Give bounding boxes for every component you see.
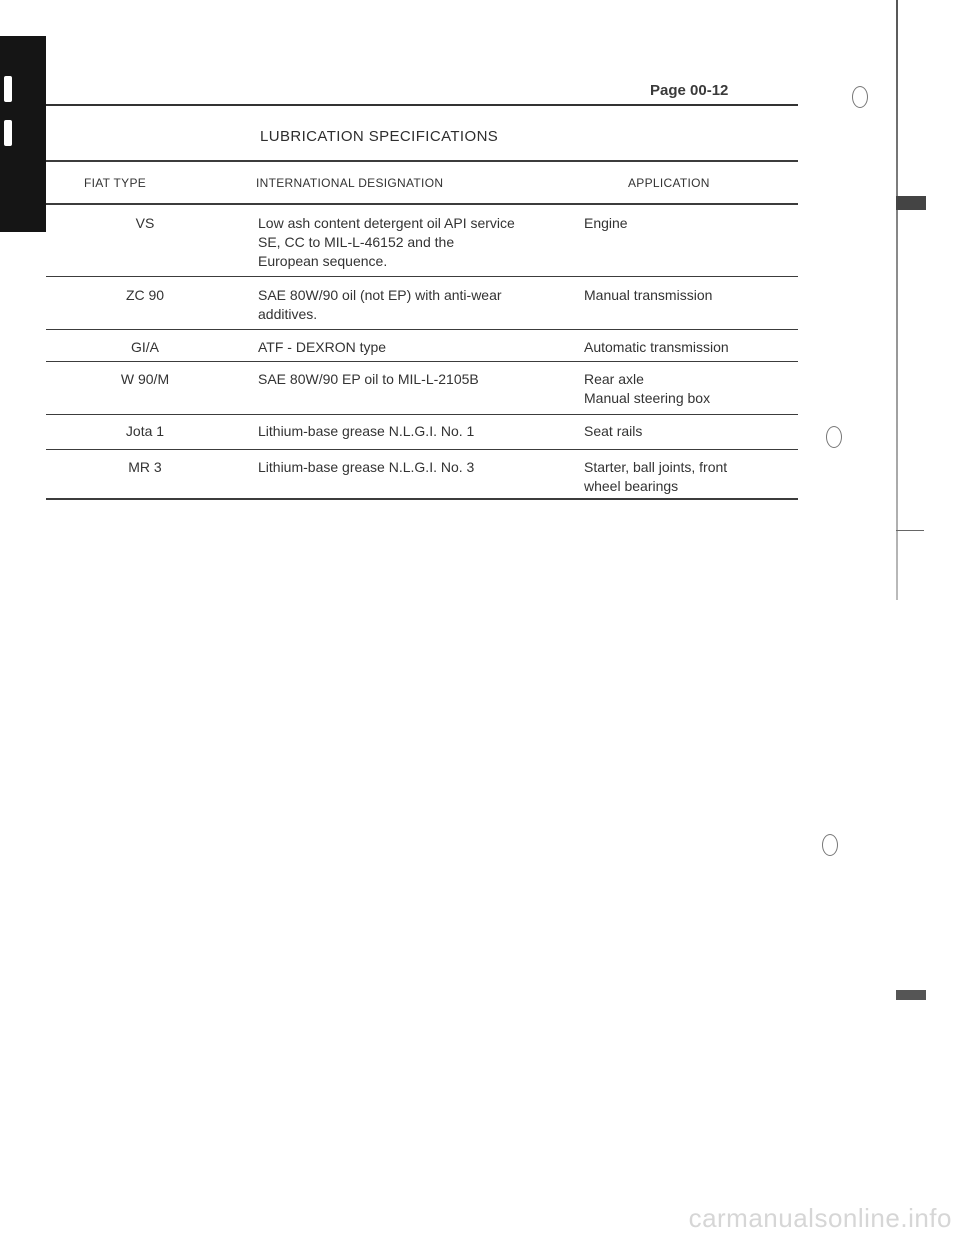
application-line: Engine bbox=[584, 215, 628, 231]
application-line: Manual transmission bbox=[584, 287, 713, 303]
edge-mark bbox=[896, 196, 926, 210]
edge-mark bbox=[896, 530, 924, 531]
header-rule bbox=[46, 104, 798, 106]
row-fiat-type: ZC 90 bbox=[125, 287, 165, 303]
designation-line: European sequence. bbox=[258, 253, 388, 269]
application-line: Manual steering box bbox=[584, 390, 711, 406]
binding-tab bbox=[0, 36, 46, 232]
binding-notch bbox=[4, 120, 12, 146]
row-designation bbox=[258, 286, 558, 324]
edge-mark bbox=[896, 990, 926, 1000]
punch-hole-icon bbox=[852, 86, 868, 108]
designation-line: additives. bbox=[258, 306, 318, 322]
designation-line: SAE 80W/90 oil (not EP) with anti-wear bbox=[258, 287, 502, 303]
row-application bbox=[584, 286, 794, 305]
row-fiat-type: GI/A bbox=[130, 339, 159, 355]
row-application bbox=[584, 458, 794, 496]
column-header-fiat-type: FIAT TYPE bbox=[84, 176, 147, 190]
designation-line: SE, CC to MIL-L-46152 and the bbox=[258, 234, 455, 250]
designation-line: SAE 80W/90 EP oil to MIL-L-2105B bbox=[258, 371, 479, 387]
row-application bbox=[584, 422, 794, 441]
application-line: Seat rails bbox=[584, 423, 643, 439]
row-divider bbox=[46, 414, 798, 415]
designation-line: Low ash content detergent oil API service bbox=[258, 215, 515, 231]
row-designation bbox=[258, 214, 558, 271]
row-designation bbox=[258, 422, 558, 441]
column-header-designation: INTERNATIONAL DESIGNATION bbox=[256, 176, 444, 190]
table-bottom-rule bbox=[46, 498, 798, 500]
application-line: Rear axle bbox=[584, 371, 644, 387]
row-application bbox=[584, 338, 794, 357]
row-fiat-type: W 90/M bbox=[120, 371, 170, 387]
page-number: Page 00-12 bbox=[650, 82, 729, 99]
row-divider bbox=[46, 361, 798, 362]
page-edge-line bbox=[896, 0, 898, 600]
application-line: Automatic transmission bbox=[584, 339, 729, 355]
punch-hole-icon bbox=[822, 834, 838, 856]
watermark: carmanualsonline.info bbox=[688, 1203, 952, 1233]
designation-line: ATF - DEXRON type bbox=[258, 339, 387, 355]
row-designation bbox=[258, 458, 558, 477]
row-fiat-type: VS bbox=[135, 215, 155, 231]
row-divider bbox=[46, 449, 798, 450]
header-bottom-rule bbox=[46, 203, 798, 205]
row-divider bbox=[46, 329, 798, 330]
row-application bbox=[584, 370, 794, 408]
designation-line: Lithium-base grease N.L.G.I. No. 1 bbox=[258, 423, 475, 439]
table-top-rule bbox=[46, 160, 798, 162]
row-divider bbox=[46, 276, 798, 277]
application-line: Starter, ball joints, front bbox=[584, 459, 728, 475]
binding-notch bbox=[4, 76, 12, 102]
row-application bbox=[584, 214, 794, 233]
column-header-application: APPLICATION bbox=[628, 176, 710, 190]
row-designation bbox=[258, 370, 558, 389]
application-line: wheel bearings bbox=[584, 478, 679, 494]
row-fiat-type: MR 3 bbox=[128, 459, 162, 475]
punch-hole-icon bbox=[826, 426, 842, 448]
row-fiat-type: Jota 1 bbox=[125, 423, 165, 439]
row-designation bbox=[258, 338, 558, 357]
page-title: LUBRICATION SPECIFICATIONS bbox=[260, 128, 499, 145]
designation-line: Lithium-base grease N.L.G.I. No. 3 bbox=[258, 459, 475, 475]
